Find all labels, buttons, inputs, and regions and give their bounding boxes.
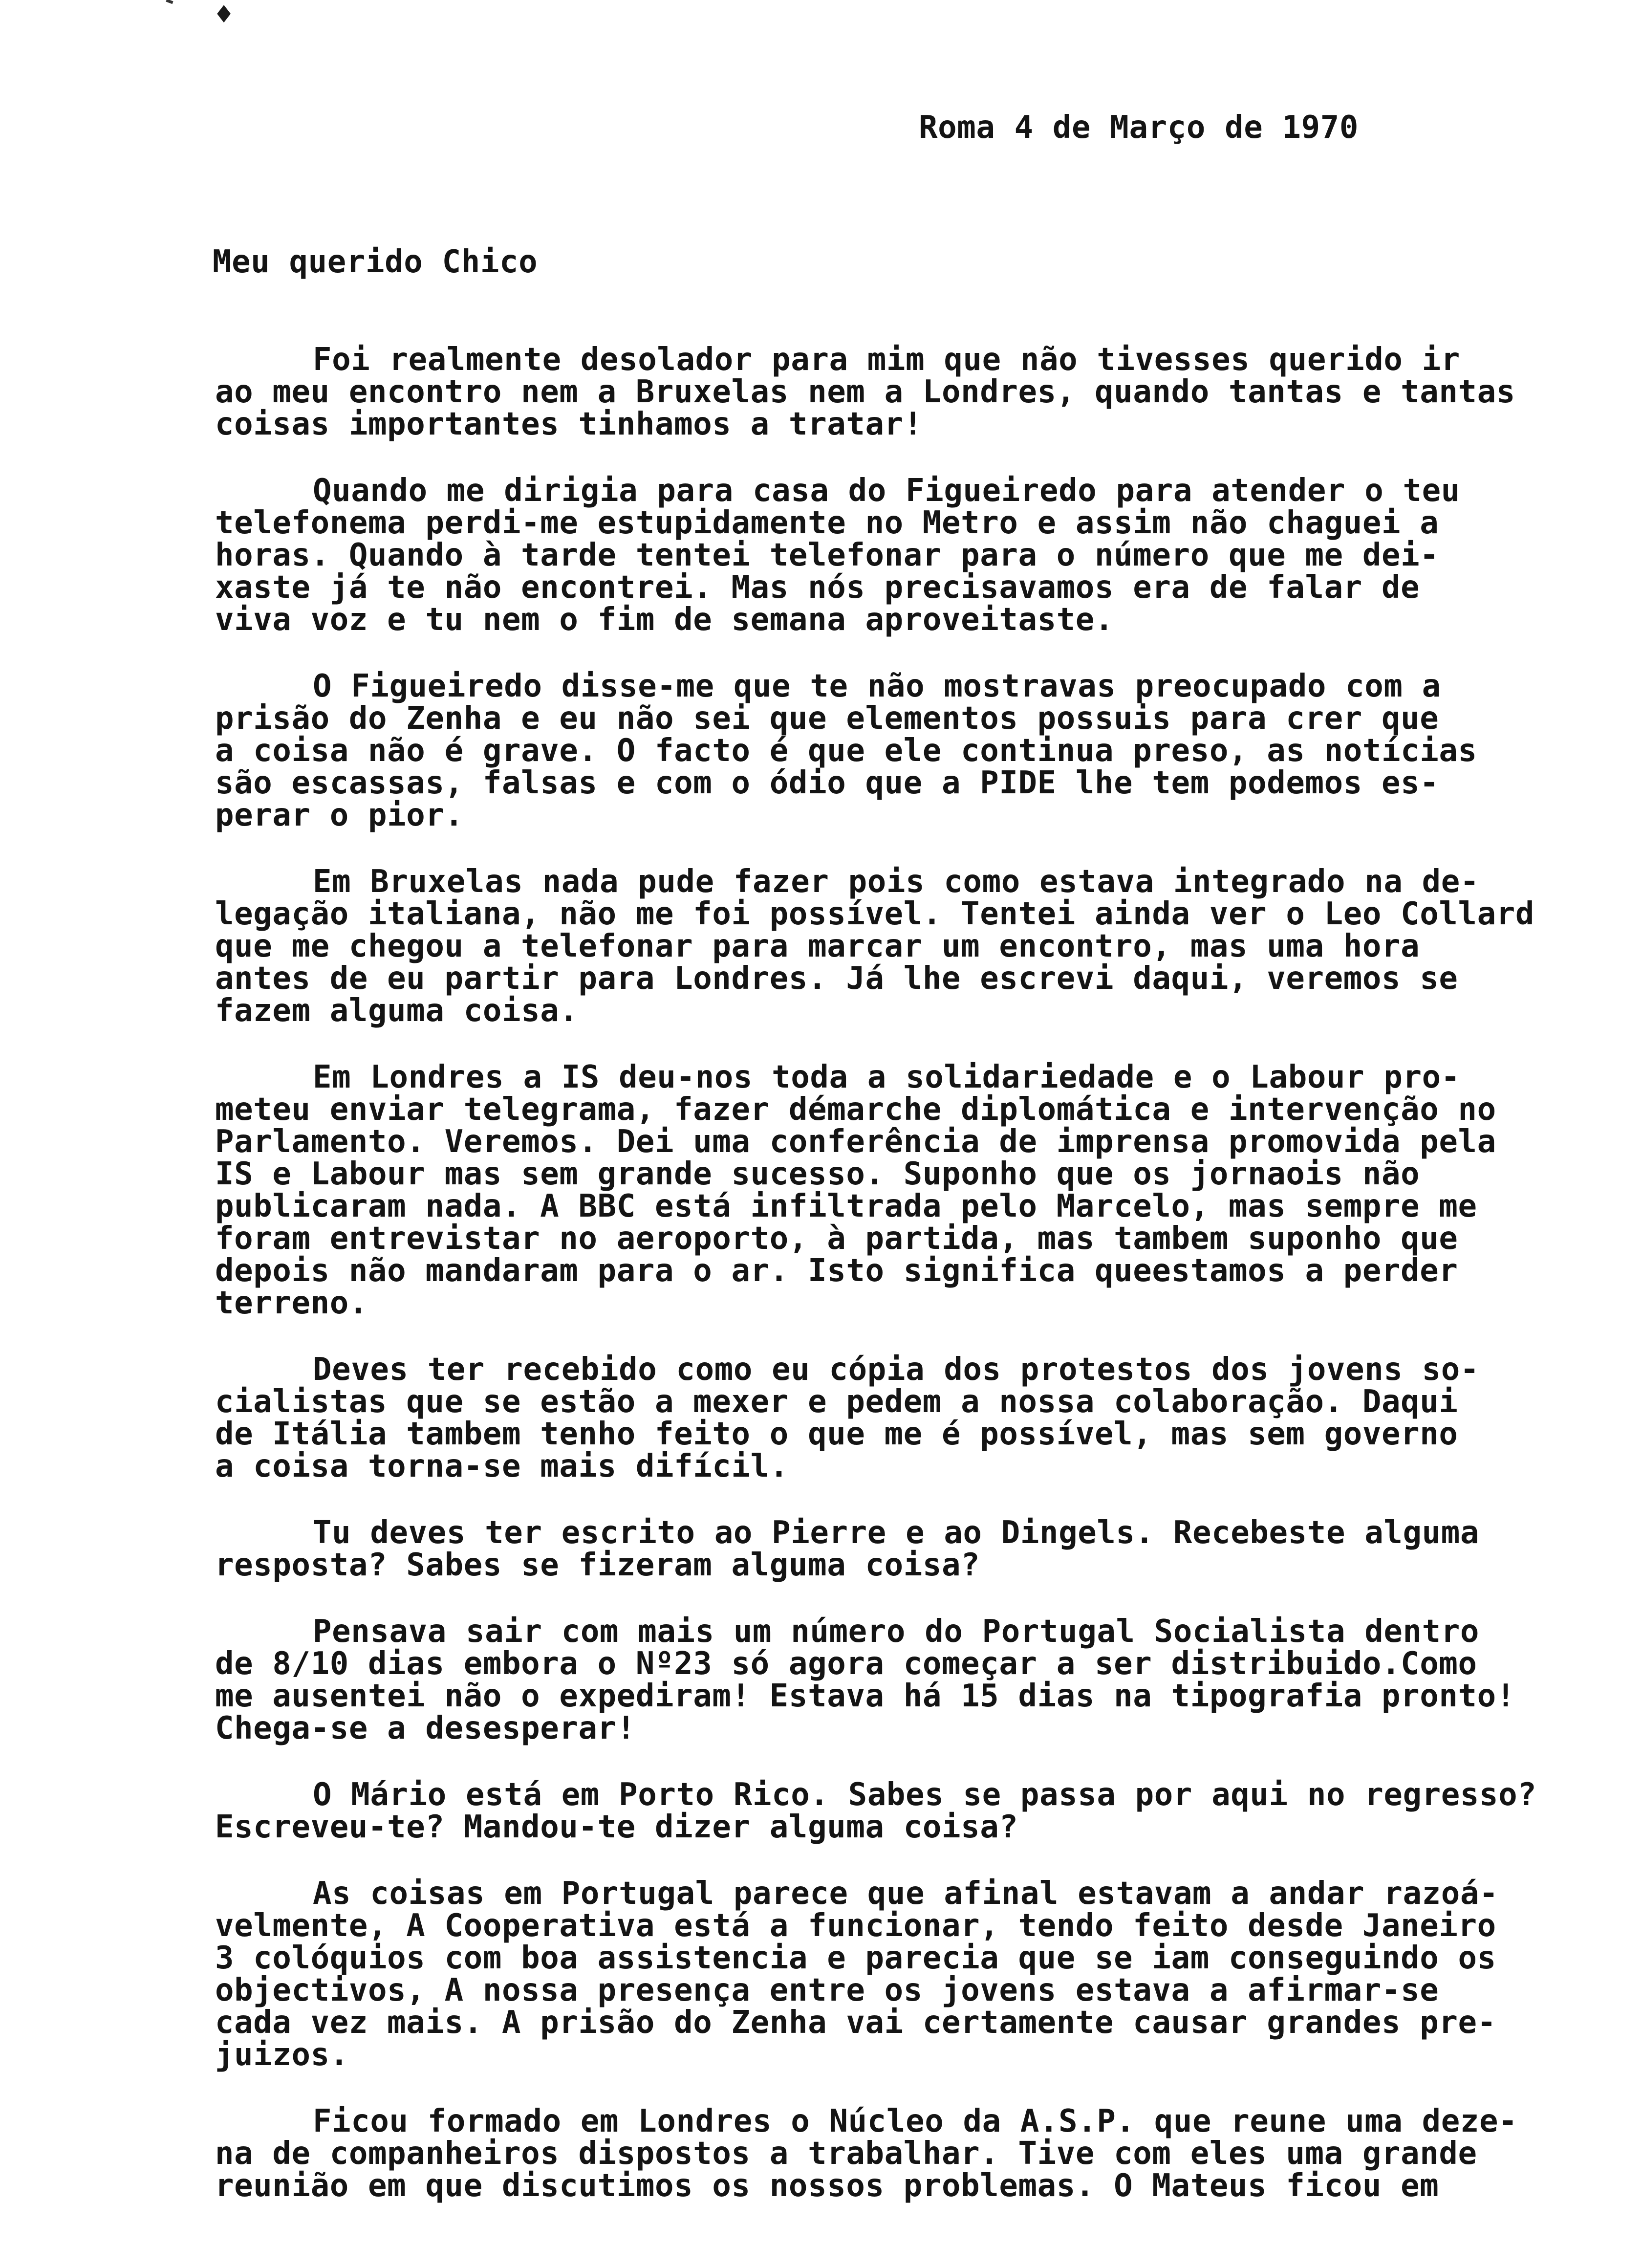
paragraph-11-line-1: Ficou formado em Londres o Núcleo da A.S.P. que reune uma deze- bbox=[313, 2103, 1518, 2139]
letter-date: Roma 4 de Março de 1970 bbox=[919, 109, 1359, 146]
paragraph-5-line-5: publicaram nada. A BBC está infiltrada pelo Marcelo, mas sempre me bbox=[215, 1188, 1477, 1224]
paragraph-11-line-2: na de companheiros dispostos a trabalhar. Tive com eles uma grande bbox=[215, 2136, 1477, 2172]
paragraph-11-line-3: reunião em que discutimos os nossos problemas. O Mateus ficou em bbox=[215, 2168, 1439, 2204]
paragraph-2-line-4: xaste já te não encontrei. Mas nós precisavamos era de falar de bbox=[215, 569, 1420, 606]
paragraph-10-line-3: 3 colóquios com boa assistencia e parecia que se iam conseguindo os bbox=[215, 1940, 1496, 1976]
paragraph-5-line-3: Parlamento. Veremos. Dei uma conferência de imprensa promovida pela bbox=[215, 1124, 1496, 1160]
ink-smudge bbox=[166, 0, 173, 4]
paragraph-7-line-2: resposta? Sabes se fizeram alguma coisa? bbox=[215, 1547, 980, 1583]
paragraph-4-line-3: que me chegou a telefonar para marcar um encontro, mas uma hora bbox=[215, 928, 1420, 964]
paragraph-2-line-2: telefonema perdi-me estupidamente no Metro e assim não chaguei a bbox=[215, 505, 1439, 541]
paragraph-6-line-4: a coisa torna-se mais difícil. bbox=[215, 1448, 789, 1484]
paragraph-8-line-3: me ausentei não o expediram! Estava há 15 dias na tipografia pronto! bbox=[215, 1678, 1515, 1714]
paragraph-5-line-1: Em Londres a IS deu-nos toda a solidariedade e o Labour pro- bbox=[313, 1059, 1460, 1095]
paragraph-10-line-4: objectivos, A nossa presença entre os jovens estava a afirmar-se bbox=[215, 1972, 1439, 2008]
paragraph-10-line-6: juizos. bbox=[215, 2037, 349, 2073]
paragraph-3-line-5: perar o pior. bbox=[215, 797, 464, 833]
paragraph-4-line-5: fazem alguma coisa. bbox=[215, 993, 579, 1029]
paragraph-1-line-3: coisas importantes tinhamos a tratar! bbox=[215, 406, 923, 442]
paragraph-6-line-3: de Itália tambem tenho feito o que me é possível, mas sem governo bbox=[215, 1416, 1458, 1452]
paragraph-8-line-1: Pensava sair com mais um número do Portugal Socialista dentro bbox=[313, 1614, 1480, 1650]
paragraph-3-line-3: a coisa não é grave. O facto é que ele continua preso, as notícias bbox=[215, 733, 1477, 769]
paragraph-8-line-4: Chega-se a desesperar! bbox=[215, 1710, 636, 1746]
paragraph-5-line-2: meteu enviar telegrama, fazer démarche diplomática e intervenção no bbox=[215, 1091, 1496, 1128]
ink-mark: ♦ bbox=[215, 0, 233, 32]
paragraph-4-line-4: antes de eu partir para Londres. Já lhe escrevi daqui, veremos se bbox=[215, 960, 1458, 997]
paragraph-2-line-1: Quando me dirigia para casa do Figueiredo para atender o teu bbox=[313, 473, 1460, 509]
paragraph-1-line-1: Foi realmente desolador para mim que não tivesses querido ir bbox=[313, 342, 1460, 378]
paragraph-10-line-2: velmente, A Cooperativa está a funcionar, tendo feito desde Janeiro bbox=[215, 1908, 1496, 1944]
paragraph-4-line-1: Em Bruxelas nada pude fazer pois como estava integrado na de- bbox=[313, 864, 1480, 900]
paragraph-7-line-1: Tu deves ter escrito ao Pierre e ao Dingels. Recebeste alguma bbox=[313, 1515, 1480, 1551]
paragraph-3-line-2: prisão do Zenha e eu não sei que elementos possuis para crer que bbox=[215, 700, 1439, 737]
paragraph-5-line-8: terreno. bbox=[215, 1285, 368, 1321]
paragraph-5-line-7: depois não mandaram para o ar. Isto significa queestamos a perder bbox=[215, 1253, 1458, 1289]
paragraph-9-line-2: Escreveu-te? Mandou-te dizer alguma coisa? bbox=[215, 1809, 1018, 1845]
paragraph-8-line-2: de 8/10 dias embora o Nº23 só agora começar a ser distribuido.Como bbox=[215, 1646, 1477, 1682]
paragraph-5-line-4: IS e Labour mas sem grande sucesso. Suponho que os jornaois não bbox=[215, 1156, 1420, 1192]
paragraph-5-line-6: foram entrevistar no aeroporto, à partida, mas tambem suponho que bbox=[215, 1221, 1458, 1257]
paragraph-10-line-1: As coisas em Portugal parece que afinal estavam a andar razoá- bbox=[313, 1875, 1499, 1912]
paragraph-2-line-3: horas. Quando à tarde tentei telefonar para o número que me dei- bbox=[215, 537, 1439, 573]
paragraph-6-line-1: Deves ter recebido como eu cópia dos protestos dos jovens so- bbox=[313, 1352, 1480, 1388]
paragraph-4-line-2: legação italiana, não me foi possível. Tentei ainda ver o Leo Collard bbox=[215, 896, 1535, 932]
paragraph-2-line-5: viva voz e tu nem o fim de semana aproveitaste. bbox=[215, 602, 1114, 638]
paragraph-10-line-5: cada vez mais. A prisão do Zenha vai certamente causar grandes pre- bbox=[215, 2005, 1496, 2041]
paragraph-1-line-2: ao meu encontro nem a Bruxelas nem a Londres, quando tantas e tantas bbox=[215, 374, 1515, 410]
paragraph-9-line-1: O Mário está em Porto Rico. Sabes se passa por aqui no regresso? bbox=[313, 1777, 1537, 1813]
paragraph-3-line-4: são escassas, falsas e com o ódio que a PIDE lhe tem podemos es- bbox=[215, 765, 1439, 801]
paragraph-3-line-1: O Figueiredo disse-me que te não mostravas preocupado com a bbox=[313, 668, 1441, 704]
paragraph-6-line-2: cialistas que se estão a mexer e pedem a nossa colaboração. Daqui bbox=[215, 1384, 1458, 1420]
salutation: Meu querido Chico bbox=[213, 244, 538, 280]
